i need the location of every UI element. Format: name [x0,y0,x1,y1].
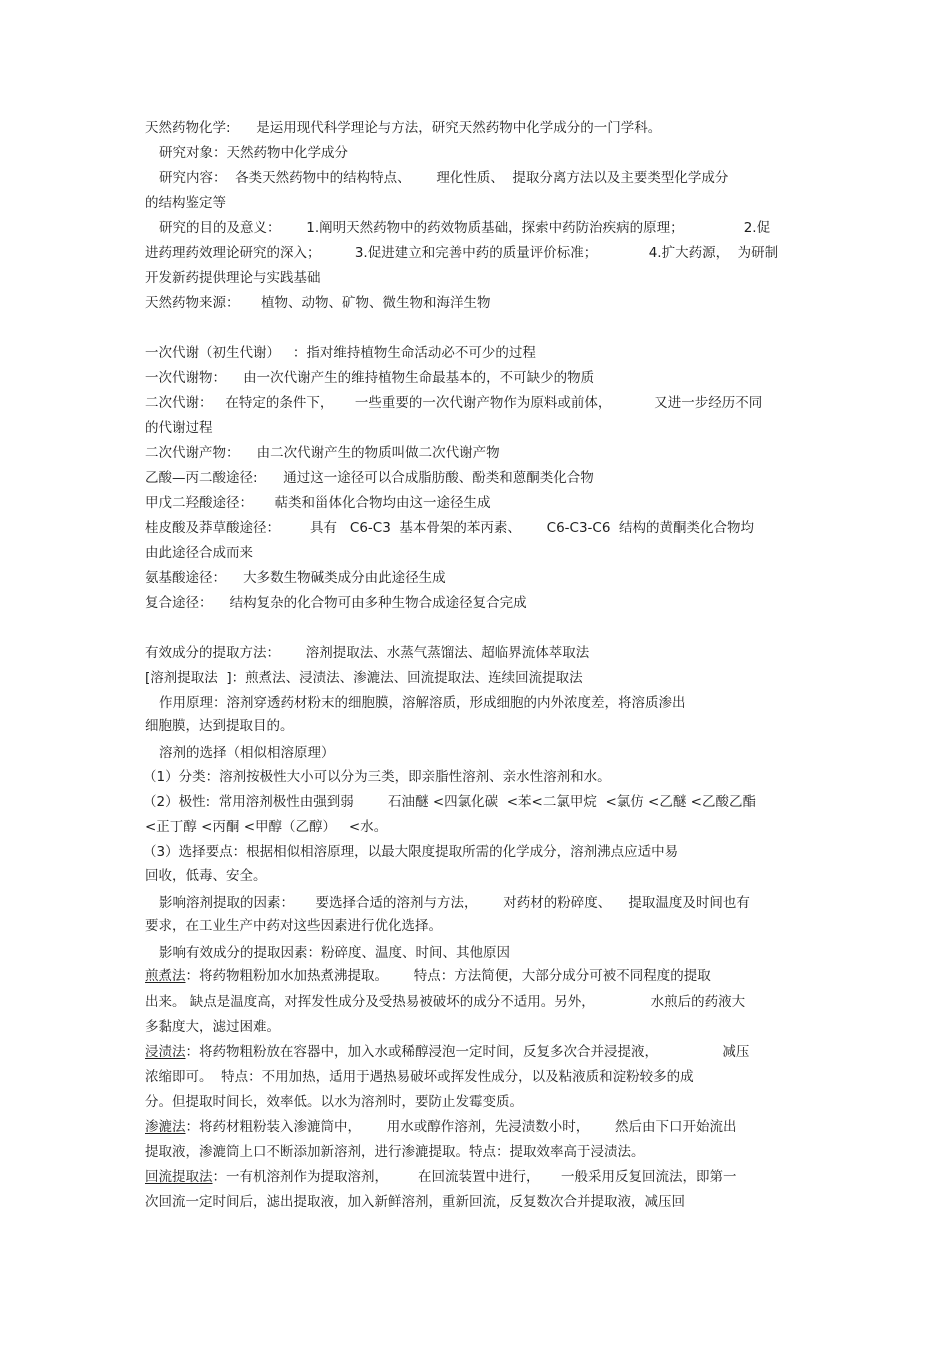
text-line: 的代谢过程 [145,420,213,436]
method-text: ：一有机溶剂作为提取溶剂， 在回流装置中进行， 一般采用反复回流法，即第一 [212,1169,737,1185]
text-line: 氨基酸途径： 大多数生物碱类成分由此途径生成 [145,570,446,586]
text-line: （1）分类：溶剂按极性大小可以分为三类，即亲脂性溶剂、亲水性溶剂和水。 [143,769,611,785]
method-line [145,1043,749,1061]
text-line: 二次代谢产物： 由二次代谢产生的物质叫做二次代谢产物 [145,445,500,461]
method-line [145,1168,737,1186]
text-line: 一次代谢（初生代谢） ：指对维持植物生命活动必不可少的过程 [145,345,536,361]
text-line: 由此途径合成而来 [145,545,253,561]
text-line: 要求，在工业生产中药对这些因素进行优化选择。 [145,918,442,934]
method-text: ：将药物粗粉加水加热煮沸提取。 特点：方法简便，大部分成分可被不同程度的提取 [185,968,711,984]
method-term: 煎煮法 [145,968,186,984]
text-line: 溶剂的选择（相似相溶原理） [159,745,335,761]
text-line: 研究对象：天然药物中化学成分 [159,145,348,161]
text-line: 影响溶剂提取的因素： 要选择合适的溶剂与方法， 对药材的粉碎度、 提取温度及时间也有 [159,895,750,911]
text-line: <正丁醇 <丙酮 <甲醇（乙醇） <水。 [145,819,388,835]
text-line: 乙酸—丙二酸途径: 通过这一途径可以合成脂肪酸、酚类和蒽酮类化合物 [145,470,594,486]
text-line: 浓缩即可。 特点：不用加热，适用于遇热易破坏或挥发性成分，以及粘液质和淀粉较多的成 [145,1069,694,1085]
definition-line: 天然药物化学: 是运用现代科学理论与方法，研究天然药物中化学成分的一门学科。 [145,120,662,136]
text-line: 研究内容： 各类天然药物中的结构特点、 理化性质、 提取分离方法以及主要类型化学成分 [159,170,729,186]
text-line: 分。但提取时间长，效率低。以水为溶剂时，要防止发霉变质。 [145,1094,523,1110]
method-term: 渗漉法 [145,1119,186,1135]
text-line: 细胞膜，达到提取目的。 [145,718,294,734]
method-text: ：将药物粗粉放在容器中，加入水或稀醇浸泡一定时间，反复多次合并浸提液， 减压 [185,1044,750,1060]
text-line: 一次代谢物： 由一次代谢产生的维持植物生命最基本的，不可缺少的物质 [145,370,595,386]
text-line: 的结构鉴定等 [145,195,226,211]
text-line: 复合途径： 结构复杂的化合物可由多种生物合成途径复合完成 [145,595,527,611]
text-line: [溶剂提取法 ]：煎煮法、浸渍法、渗漉法、回流提取法、连续回流提取法 [145,670,583,686]
text-line: 进药理药效理论研究的深入； 3.促进建立和完善中药的质量评价标准； 4.扩大药源， 为研制 [145,245,779,261]
method-line [145,967,711,985]
text-line: 影响有效成分的提取因素：粉碎度、温度、时间、其他原因 [159,945,510,961]
text-line: 多黏度大，滤过困难。 [145,1019,280,1035]
text-line: 二次代谢： 在特定的条件下， 一些重要的一次代谢产物作为原料或前体， 又进一步经历不同 [145,395,763,411]
text-line: 天然药物来源： 植物、动物、矿物、微生物和海洋生物 [145,295,491,311]
text-line: 开发新药提供理论与实践基础 [145,270,321,286]
text-line: 回收，低毒、安全。 [145,868,267,884]
text-line: 有效成分的提取方法： 溶剂提取法、水蒸气蒸馏法、超临界流体萃取法 [145,645,590,661]
text-line: 提取液，渗漉筒上口不断添加新溶剂，进行渗漉提取。特点：提取效率高于浸渍法。 [145,1144,645,1160]
method-line [145,1118,737,1136]
method-term: 回流提取法 [145,1169,213,1185]
text-line: （3）选择要点：根据相似相溶原理，以最大限度提取所需的化学成分，溶剂沸点应适中易 [143,844,679,860]
text-line: 桂皮酸及莽草酸途径： 具有 C6-C3 基本骨架的苯丙素、 C6-C3-C6 结构的黄酮类化合物均 [145,520,755,536]
text-line: （2）极性: 常用溶剂极性由强到弱 石油醚 <四氯化碳 <苯<二氯甲烷 <氯仿 <乙醚 <乙酸乙酯 [143,794,756,810]
method-term: 浸渍法 [145,1044,186,1060]
text-line: 出来。 缺点是温度高，对挥发性成分及受热易被破坏的成分不适用。另外， 水煎后的药液大 [145,994,746,1010]
text-line: 作用原理：溶剂穿透药材粉末的细胞膜，溶解溶质，形成细胞的内外浓度差，将溶质渗出 [159,695,686,711]
method-text: ：将药材粗粉装入渗漉筒中， 用水或醇作溶剂，先浸渍数小时， 然后由下口开始流出 [185,1119,737,1135]
text-line: 研究的目的及意义： 1.阐明天然药物中的药效物质基础，探索中药防治疾病的原理； 2.促 [159,220,771,236]
text-line: 次回流一定时间后，滤出提取液，加入新鲜溶剂，重新回流，反复数次合并提取液，减压回 [145,1194,685,1210]
text-line: 甲戊二羟酸途径： 萜类和甾体化合物均由这一途径生成 [145,495,491,511]
